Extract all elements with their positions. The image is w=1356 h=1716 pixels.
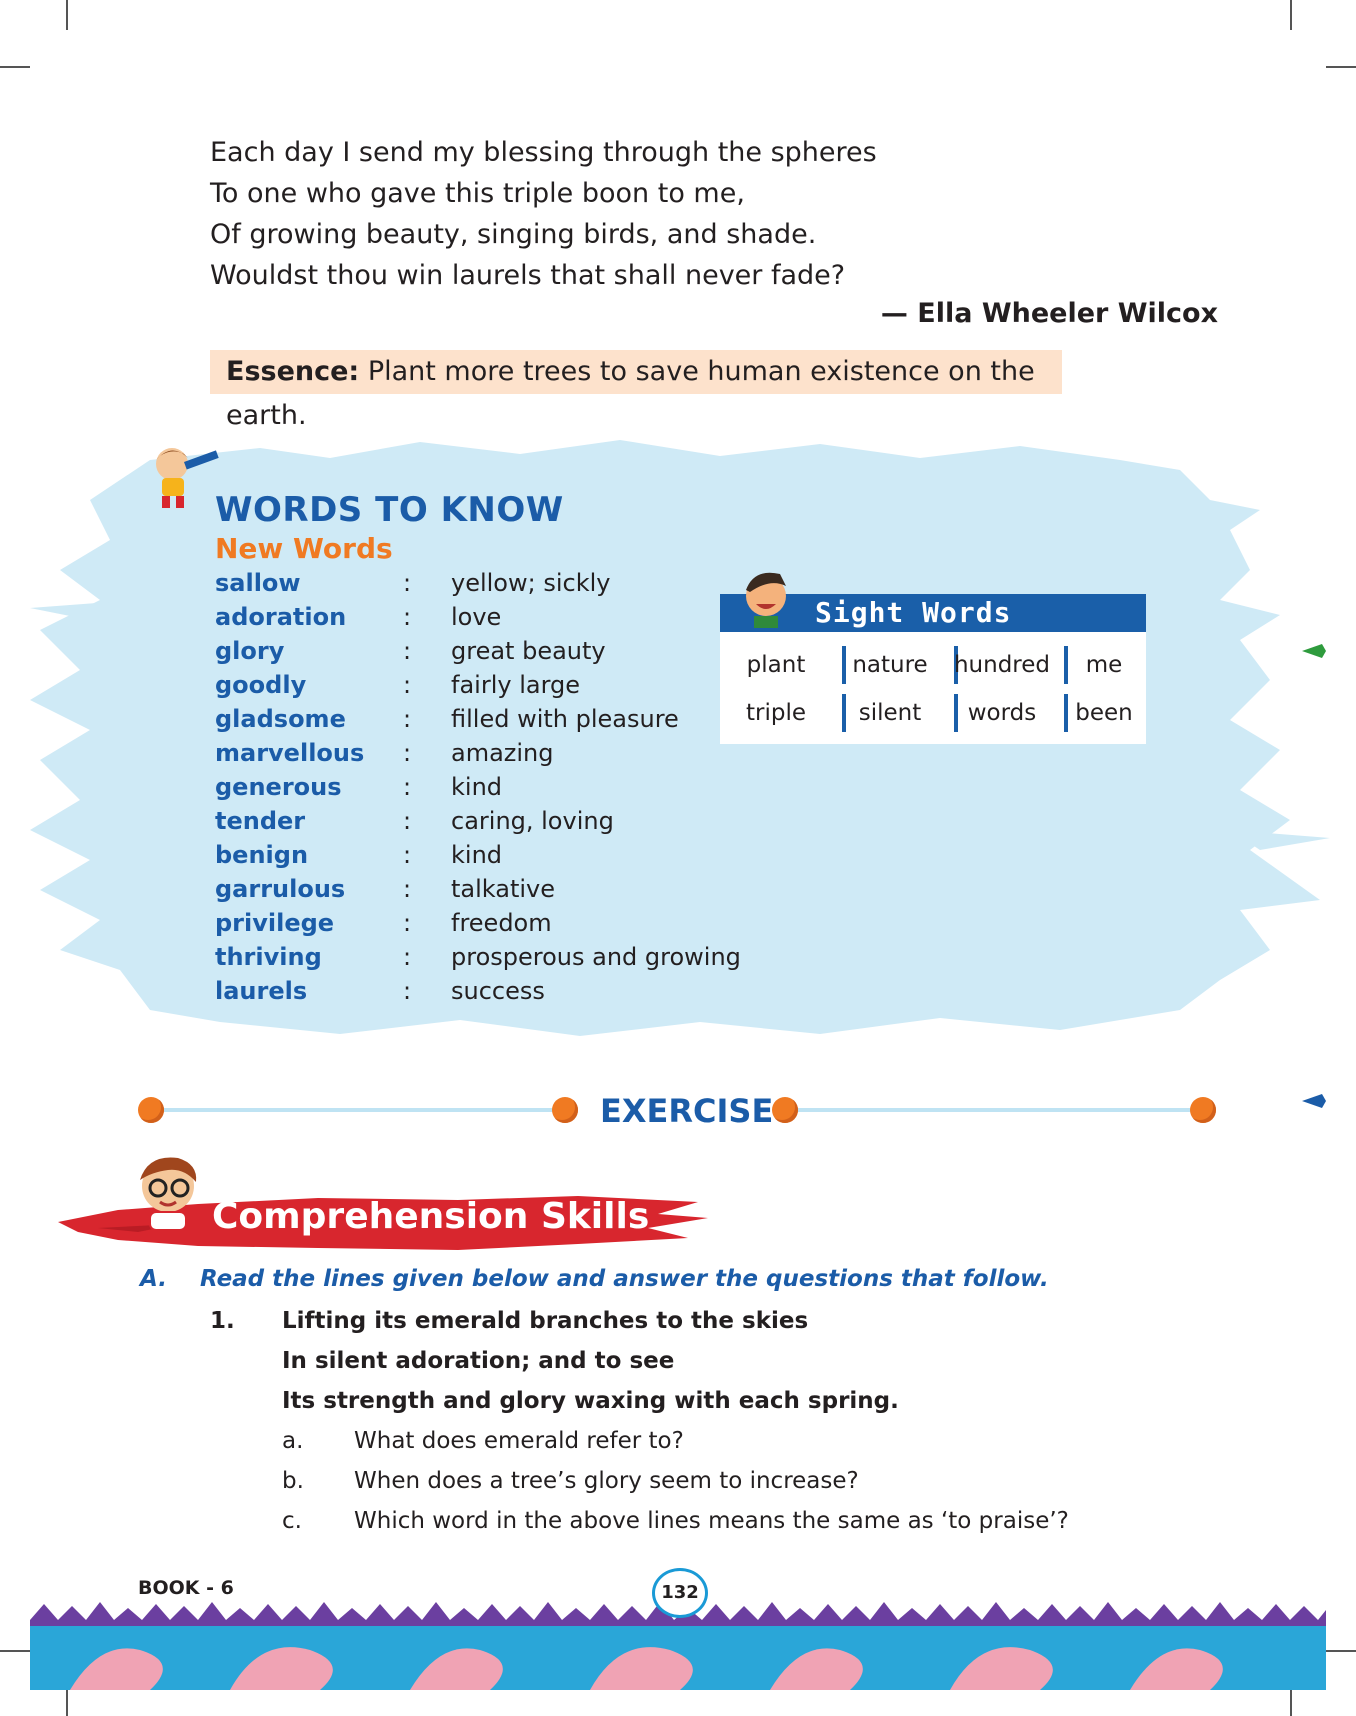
vocab-meaning: freedom <box>451 909 552 937</box>
boy-pencil-illustration <box>148 442 222 512</box>
vocab-word: marvellous <box>215 739 365 767</box>
crop-mark <box>0 66 30 68</box>
crop-mark <box>66 0 68 30</box>
orange-dot <box>772 1097 798 1123</box>
vocab-word: tender <box>215 807 306 835</box>
vocab-meaning: kind <box>451 841 503 869</box>
separator: : <box>403 773 412 801</box>
section-label: A. <box>140 1266 167 1292</box>
comprehension-title: Comprehension Skills <box>212 1196 650 1237</box>
vocab-meaning: love <box>451 603 502 631</box>
new-words-subtitle: New Words <box>215 532 393 565</box>
poem-stanza <box>210 132 877 296</box>
vocab-word: gladsome <box>215 705 346 733</box>
essence-text: Plant more trees to save human existence on the earth. <box>226 356 1035 431</box>
quoted-line: In silent adoration; and to see <box>282 1348 675 1374</box>
sight-word: triple <box>745 700 806 726</box>
word-list <box>215 566 741 1008</box>
book-label: BOOK - 6 <box>138 1577 234 1599</box>
poem-author: — Ella Wheeler Wilcox <box>880 298 1218 329</box>
orange-dot <box>1190 1097 1216 1123</box>
separator: : <box>403 977 412 1005</box>
separator: : <box>403 637 412 665</box>
sub-question-label: b. <box>282 1468 304 1494</box>
word-row <box>215 770 735 804</box>
word-row <box>215 940 741 974</box>
separator: : <box>403 705 412 733</box>
sight-word: me <box>1085 652 1123 678</box>
girl-glasses-illustration <box>128 1150 208 1232</box>
separator: : <box>403 671 412 699</box>
sight-word: been <box>1075 700 1133 726</box>
sight-word: silent <box>858 700 922 726</box>
exercise-title: EXERCISE <box>600 1092 774 1130</box>
vocab-meaning: yellow; sickly <box>451 569 611 597</box>
arrow-icon <box>1302 1094 1326 1108</box>
vocab-meaning: talkative <box>451 875 556 903</box>
question-number: 1. <box>210 1308 235 1334</box>
vocab-meaning: fairly large <box>451 671 581 699</box>
separator: : <box>403 569 412 597</box>
quoted-line: Lifting its emerald branches to the skies <box>282 1308 809 1334</box>
vocab-word: goodly <box>215 671 307 699</box>
separator: : <box>403 841 412 869</box>
word-row <box>215 974 735 1008</box>
words-to-know-title: WORDS TO KNOW <box>215 490 564 530</box>
poem-line: Wouldst thou win laurels that shall never fade? <box>210 260 846 291</box>
essence-box <box>210 350 1062 431</box>
poem-line: To one who gave this triple boon to me, <box>210 178 745 209</box>
sight-word: words <box>967 700 1037 726</box>
word-row <box>215 872 735 906</box>
exercise-rule-right <box>790 1108 1200 1112</box>
poem-line: Each day I send my blessing through the spheres <box>210 137 877 168</box>
word-row <box>215 736 735 770</box>
separator: : <box>403 807 412 835</box>
word-row <box>215 634 735 668</box>
crop-mark <box>1326 1650 1356 1652</box>
page-number: 132 <box>652 1568 708 1618</box>
crop-mark <box>66 1686 68 1716</box>
vocab-meaning: filled with pleasure <box>451 705 679 733</box>
vocab-word: garrulous <box>215 875 346 903</box>
sub-question-label: c. <box>282 1508 302 1534</box>
sight-word: plant <box>746 652 806 678</box>
crop-mark <box>1290 1686 1292 1716</box>
separator: : <box>403 739 412 767</box>
sight-word: hundred <box>953 652 1051 678</box>
vocab-word: benign <box>215 841 309 869</box>
vocab-meaning: caring, loving <box>451 807 614 835</box>
sub-question-label: a. <box>282 1428 304 1454</box>
word-row <box>215 804 735 838</box>
orange-dot <box>552 1097 578 1123</box>
orange-dot <box>138 1097 164 1123</box>
section-instruction: Read the lines given below and answer the questions that follow. <box>200 1266 1049 1292</box>
word-row <box>215 668 735 702</box>
separator: : <box>403 943 412 971</box>
crop-mark <box>1326 66 1356 68</box>
exercise-rule-left <box>152 1108 562 1112</box>
boy-face-illustration <box>740 566 792 628</box>
vocab-word: generous <box>215 773 342 801</box>
crop-mark <box>0 1650 30 1652</box>
vocab-meaning: prosperous and growing <box>451 943 741 971</box>
vocab-word: sallow <box>215 569 301 597</box>
vocab-word: privilege <box>215 909 335 937</box>
arrow-icon <box>1302 644 1326 658</box>
vocab-meaning: success <box>451 977 545 1005</box>
vocab-meaning: great beauty <box>451 637 606 665</box>
quoted-line: Its strength and glory waxing with each spring. <box>282 1388 899 1414</box>
word-row <box>215 702 735 736</box>
essence-label: Essence: <box>226 356 360 387</box>
word-row <box>215 838 735 872</box>
sub-question: Which word in the above lines means the same as ‘to praise’? <box>354 1508 1069 1534</box>
vocab-meaning: amazing <box>451 739 554 767</box>
sight-words-title: Sight Words <box>720 594 1146 632</box>
word-row <box>215 566 735 600</box>
crop-mark <box>1290 0 1292 30</box>
vocab-word: adoration <box>215 603 347 631</box>
sub-question: When does a tree’s glory seem to increase? <box>354 1468 859 1494</box>
vocab-meaning: kind <box>451 773 503 801</box>
separator: : <box>403 603 412 631</box>
vocab-word: thriving <box>215 943 322 971</box>
poem-line: Of growing beauty, singing birds, and shade. <box>210 219 817 250</box>
separator: : <box>403 875 412 903</box>
word-row <box>215 906 735 940</box>
vocab-word: laurels <box>215 977 308 1005</box>
sub-question: What does emerald refer to? <box>354 1428 684 1454</box>
word-row <box>215 600 735 634</box>
sight-word: nature <box>852 652 928 678</box>
vocab-word: glory <box>215 637 285 665</box>
separator: : <box>403 909 412 937</box>
